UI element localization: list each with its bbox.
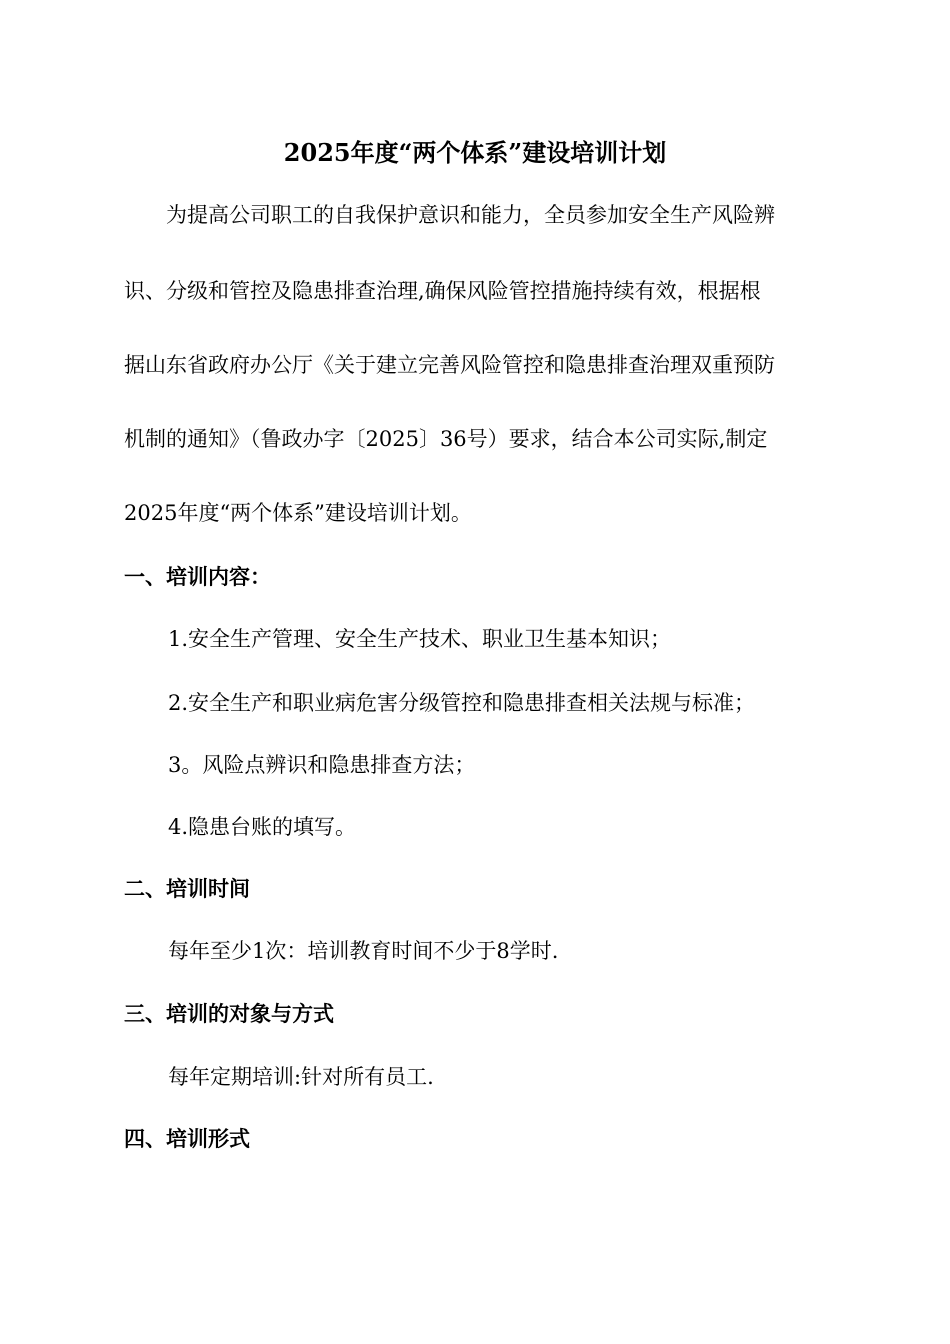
section-heading-content: 一、培训内容： <box>124 564 271 589</box>
section-heading-format: 四、培训形式 <box>124 1126 250 1151</box>
intro-paragraph-line: 机制的通知》（鲁政办字〔2025〕36号）要求，结合本公司实际,制定 <box>124 427 768 451</box>
time-description: 每年至少1次：培训教育时间不少于8学时. <box>168 939 559 963</box>
page-title: 2025年度“两个体系”建设培训计划 <box>283 138 667 167</box>
content-list-item: 1.安全生产管理、安全生产技术、职业卫生基本知识； <box>168 627 672 651</box>
content-list-item: 3。风险点辨识和隐患排查方法； <box>168 753 476 777</box>
intro-paragraph-line: 据山东省政府办公厅《关于建立完善风险管控和隐患排查治理双重预防 <box>124 353 775 377</box>
audience-description: 每年定期培训:针对所有员工. <box>168 1065 434 1089</box>
section-heading-audience: 三、培训的对象与方式 <box>124 1001 334 1026</box>
content-list-item: 2.安全生产和职业病危害分级管控和隐患排查相关法规与标准； <box>168 691 756 715</box>
content-list-item: 4.隐患台账的填写。 <box>168 815 357 839</box>
intro-paragraph-line: 为提高公司职工的自我保护意识和能力，全员参加安全生产风险辨 <box>166 203 775 227</box>
section-heading-time: 二、培训时间 <box>124 876 250 901</box>
intro-paragraph-line: 2025年度“两个体系”建设培训计划。 <box>124 501 472 525</box>
intro-paragraph-line: 识、分级和管控及隐患排查治理,确保风险管控措施持续有效，根据根 <box>124 279 761 303</box>
